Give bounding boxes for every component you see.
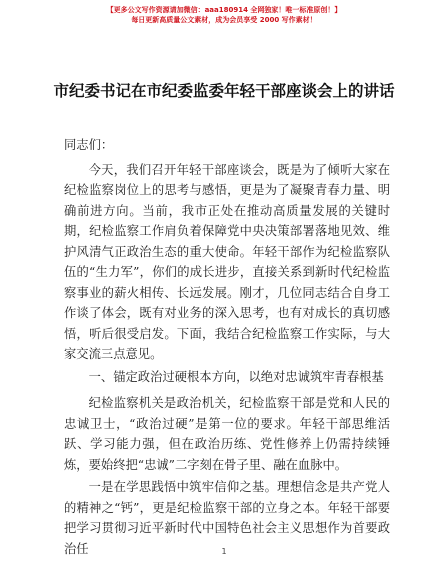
paragraph-intro: 今天，我们召开年轻干部座谈会，既是为了倾听大家在纪检监察岗位上的思考与感悟，更是为了凝聚青春力量、明确前进方向。当前，我市正处在推动高质量发展的关键时期，纪检监察工作肩负着保障党中央决策部署落地见效、维护风清气正政治生态的重大使命。年轻干部作为纪检监察队伍的“生力军”，你们的成长进步，直接关系到新时代纪检监察事业的薪火相传、长远发展。刚才，几位同志结合自身工作谈了体会，既有对业务的深入思考，也有对成长的真切感悟，听后很受启发。下面，我结合纪检监察工作实际，与大家交流三点意见。 [64, 162, 390, 361]
header-banner [0, 5, 448, 25]
banner-line-1: 【更多公文写作资源请加微信：aaa180914 全网独家！唯一标准原创！】 [106, 6, 342, 14]
paragraph-point-1: 一是在学思践悟中筑牢信仰之基。理想信念是共产党人的精神之“钙”，更是纪检监察干部的立身之本。年轻干部要把学习贯彻习近平新时代中国特色社会主义思想作为首要政治任 [64, 480, 390, 556]
section-heading-1: 一、锚定政治过硬根本方向，以绝对忠诚筑牢青春根基 [88, 369, 384, 384]
document-title: 市纪委书记在市纪委监委年轻干部座谈会上的讲话 [53, 82, 395, 100]
page-number: 1 [221, 547, 227, 556]
paragraph-political: 纪检监察机关是政治机关，纪检监察干部是党和人民的忠诚卫士，“政治过硬”是第一位的要求。年轻干部思维活跃、学习能力强，但在政治历练、党性修养上仍需持续锤炼，要始终把“忠诚”二字刻在骨子里、融在血脉中。 [64, 396, 390, 472]
document-body [64, 135, 390, 561]
banner-line-2: 每日更新高质量公文素材，成为会员享受 2000 写作素材！ [131, 16, 317, 24]
salutation: 同志们： [64, 138, 114, 152]
